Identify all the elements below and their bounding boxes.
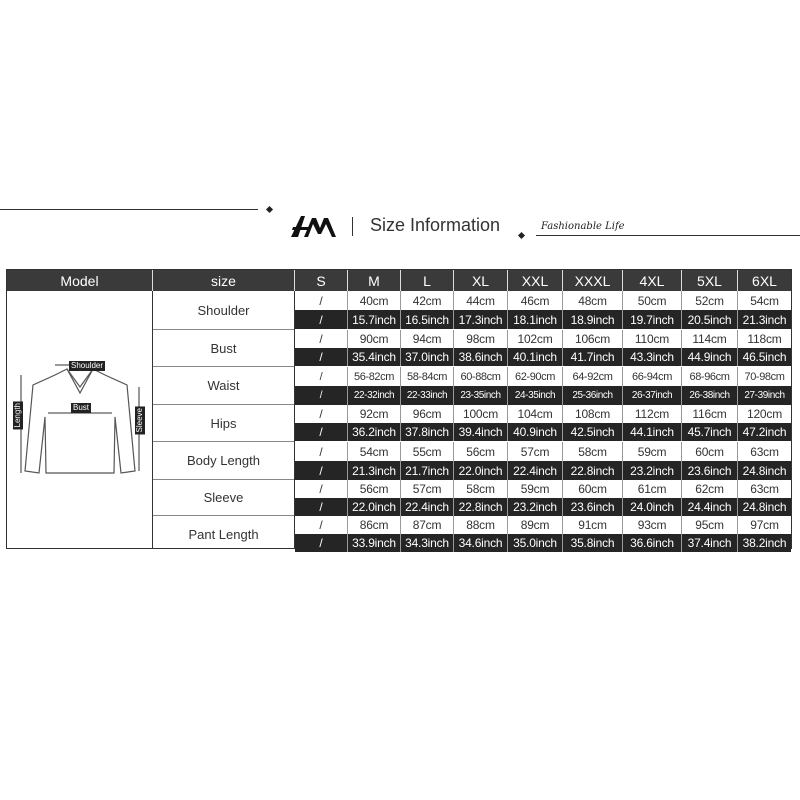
- cm-value-cell: 52cm: [682, 291, 738, 310]
- inch-value-cell: 20.5inch: [682, 310, 738, 329]
- column-header: 5XL: [682, 270, 738, 291]
- inch-value-cell: 22.0inch: [348, 498, 401, 516]
- inch-value-cell: 43.3inch: [623, 348, 682, 366]
- measure-label: Pant Length: [188, 527, 259, 542]
- inch-value-cell: 40.1inch: [508, 348, 563, 366]
- inch-value-cell: 23.6inch: [682, 461, 738, 480]
- cm-value-cell: 94cm: [401, 330, 454, 348]
- inch-value-cell: 16.5inch: [401, 310, 454, 329]
- cm-value-cell: 46cm: [508, 291, 563, 310]
- cm-value-cell: 110cm: [623, 330, 682, 348]
- cm-value-cell: 95cm: [682, 516, 738, 534]
- inch-value-cell: 37.4inch: [682, 534, 738, 552]
- title-separator: [352, 217, 353, 236]
- cm-value-cell: 40cm: [348, 291, 401, 310]
- inch-value-cell: 24-35inch: [508, 386, 563, 405]
- cm-value-cell: 68-96cm: [682, 367, 738, 386]
- cm-value-cell: 91cm: [563, 516, 623, 534]
- measure-label: Waist: [153, 367, 294, 405]
- cm-value-cell: 58-84cm: [401, 367, 454, 386]
- column-header: 4XL: [623, 270, 682, 291]
- column-header: M: [348, 270, 401, 291]
- inch-value-cell: 37.8inch: [401, 423, 454, 441]
- cm-value-cell: 60cm: [682, 442, 738, 461]
- inch-value-cell: 22.4inch: [508, 461, 563, 480]
- measure-label-column: [153, 291, 295, 549]
- bust-tag: Bust: [73, 403, 90, 412]
- cm-value-cell: 88cm: [454, 516, 508, 534]
- table-row: [295, 461, 791, 480]
- inch-value-cell: 21.3inch: [738, 310, 791, 329]
- inch-value-cell: 36.2inch: [348, 423, 401, 441]
- inch-value-cell: 21.7inch: [401, 461, 454, 480]
- inch-value-cell: 23.2inch: [623, 461, 682, 480]
- inch-value-cell: /: [295, 534, 348, 552]
- cm-value-cell: 63cm: [738, 480, 791, 498]
- cm-value-cell: 108cm: [563, 405, 623, 423]
- column-header: XXXL: [563, 270, 623, 291]
- cm-value-cell: 50cm: [623, 291, 682, 310]
- cm-value-cell: /: [295, 516, 348, 534]
- cm-value-cell: 56cm: [348, 480, 401, 498]
- cm-value-cell: 55cm: [401, 442, 454, 461]
- column-header: L: [401, 270, 454, 291]
- table-row: [295, 498, 791, 516]
- sleeve-tag: Sleeve: [135, 408, 144, 433]
- cm-value-cell: 64-92cm: [563, 367, 623, 386]
- cm-value-cell: 87cm: [401, 516, 454, 534]
- inch-value-cell: 23-35inch: [454, 386, 508, 405]
- inch-value-cell: 26-37inch: [623, 386, 682, 405]
- cm-value-cell: /: [295, 405, 348, 423]
- diamond-icon: [266, 206, 273, 213]
- cm-value-cell: 104cm: [508, 405, 563, 423]
- inch-value-cell: 24.0inch: [623, 498, 682, 516]
- cm-value-cell: 92cm: [348, 405, 401, 423]
- column-header: XL: [454, 270, 508, 291]
- cm-value-cell: 98cm: [454, 330, 508, 348]
- inch-value-cell: 36.6inch: [623, 534, 682, 552]
- table-row: [295, 348, 791, 366]
- cm-value-cell: 97cm: [738, 516, 791, 534]
- shirt-diagram-icon: [15, 361, 145, 486]
- table-row: [295, 442, 791, 461]
- slogan: Fashionable Life: [541, 221, 625, 232]
- table-row: [295, 310, 791, 329]
- cm-value-cell: /: [295, 330, 348, 348]
- measure-label: Body Length: [153, 442, 294, 480]
- column-header: S: [295, 270, 348, 291]
- measure-label: Hips: [153, 405, 294, 442]
- cm-value-cell: 106cm: [563, 330, 623, 348]
- header-rule-right: [536, 235, 800, 236]
- measure-label: Sleeve: [153, 480, 294, 516]
- cm-value-cell: 56-82cm: [348, 367, 401, 386]
- table-row: [295, 480, 791, 498]
- inch-value-cell: 24.8inch: [738, 461, 791, 480]
- cm-value-cell: 59cm: [623, 442, 682, 461]
- cm-value-cell: 112cm: [623, 405, 682, 423]
- column-header: 6XL: [738, 270, 791, 291]
- inch-value-cell: /: [295, 386, 348, 405]
- cm-value-cell: 62-90cm: [508, 367, 563, 386]
- cm-value-cell: 58cm: [563, 442, 623, 461]
- cm-value-cell: 66-94cm: [623, 367, 682, 386]
- inch-value-cell: 22.4inch: [401, 498, 454, 516]
- inch-value-cell: 22-33inch: [401, 386, 454, 405]
- inch-value-cell: 22.0inch: [454, 461, 508, 480]
- cm-value-cell: 93cm: [623, 516, 682, 534]
- inch-value-cell: 42.5inch: [563, 423, 623, 441]
- inch-value-cell: 23.2inch: [508, 498, 563, 516]
- inch-value-cell: 22.8inch: [454, 498, 508, 516]
- inch-value-cell: 34.3inch: [401, 534, 454, 552]
- inch-value-cell: 25-36inch: [563, 386, 623, 405]
- cm-value-cell: 54cm: [348, 442, 401, 461]
- inch-value-cell: 19.7inch: [623, 310, 682, 329]
- cm-value-cell: 90cm: [348, 330, 401, 348]
- cm-value-cell: /: [295, 480, 348, 498]
- cm-value-cell: 102cm: [508, 330, 563, 348]
- am-logo-icon: [290, 214, 338, 238]
- inch-value-cell: 21.3inch: [348, 461, 401, 480]
- cm-value-cell: 114cm: [682, 330, 738, 348]
- cm-value-cell: 42cm: [401, 291, 454, 310]
- cm-value-cell: 59cm: [508, 480, 563, 498]
- table-row: [295, 386, 791, 405]
- cm-value-cell: 96cm: [401, 405, 454, 423]
- table-row: [295, 291, 791, 310]
- cm-value-cell: 89cm: [508, 516, 563, 534]
- cm-value-cell: 70-98cm: [738, 367, 791, 386]
- cm-value-cell: 62cm: [682, 480, 738, 498]
- cm-value-cell: /: [295, 291, 348, 310]
- table-row: [295, 423, 791, 441]
- column-header: size: [153, 270, 295, 291]
- cm-value-cell: 61cm: [623, 480, 682, 498]
- inch-value-cell: 44.9inch: [682, 348, 738, 366]
- inch-value-cell: 39.4inch: [454, 423, 508, 441]
- inch-value-cell: 38.2inch: [738, 534, 791, 552]
- cm-value-cell: 57cm: [401, 480, 454, 498]
- inch-value-cell: 23.6inch: [563, 498, 623, 516]
- size-table: [6, 269, 792, 549]
- inch-value-cell: 33.9inch: [348, 534, 401, 552]
- inch-value-cell: /: [295, 310, 348, 329]
- inch-value-cell: 47.2inch: [738, 423, 791, 441]
- table-row: [295, 330, 791, 348]
- inch-value-cell: /: [295, 423, 348, 441]
- table-row: [295, 534, 791, 552]
- inch-value-cell: 24.8inch: [738, 498, 791, 516]
- cm-value-cell: 118cm: [738, 330, 791, 348]
- inch-value-cell: /: [295, 348, 348, 366]
- cm-value-cell: 116cm: [682, 405, 738, 423]
- inch-value-cell: 27-39inch: [738, 386, 791, 405]
- inch-value-cell: 37.0inch: [401, 348, 454, 366]
- column-header: XXL: [508, 270, 563, 291]
- inch-value-cell: 35.8inch: [563, 534, 623, 552]
- header-rule-left: [0, 209, 258, 210]
- inch-value-cell: 35.4inch: [348, 348, 401, 366]
- table-row: [295, 367, 791, 386]
- table-row: [295, 405, 791, 423]
- inch-value-cell: 35.0inch: [508, 534, 563, 552]
- inch-value-cell: 22.8inch: [563, 461, 623, 480]
- page-title: Size Information: [370, 215, 501, 235]
- cm-value-cell: /: [295, 367, 348, 386]
- cm-value-cell: 86cm: [348, 516, 401, 534]
- inch-value-cell: 17.3inch: [454, 310, 508, 329]
- measure-label: Bust: [153, 330, 294, 367]
- table-row: [295, 516, 791, 534]
- diamond-icon: [518, 232, 525, 239]
- length-tag: Length: [13, 403, 22, 428]
- cm-value-cell: 100cm: [454, 405, 508, 423]
- column-header: Model: [7, 270, 153, 291]
- inch-value-cell: 46.5inch: [738, 348, 791, 366]
- cm-value-cell: 54cm: [738, 291, 791, 310]
- cm-value-cell: 57cm: [508, 442, 563, 461]
- inch-value-cell: 34.6inch: [454, 534, 508, 552]
- inch-value-cell: 41.7inch: [563, 348, 623, 366]
- cm-value-cell: 48cm: [563, 291, 623, 310]
- inch-value-cell: /: [295, 461, 348, 480]
- inch-value-cell: 15.7inch: [348, 310, 401, 329]
- inch-value-cell: 18.9inch: [563, 310, 623, 329]
- cm-value-cell: 58cm: [454, 480, 508, 498]
- inch-value-cell: 40.9inch: [508, 423, 563, 441]
- measure-label: Shoulder: [153, 291, 294, 330]
- inch-value-cell: 44.1inch: [623, 423, 682, 441]
- cm-value-cell: 63cm: [738, 442, 791, 461]
- cm-value-cell: 60cm: [563, 480, 623, 498]
- inch-value-cell: 38.6inch: [454, 348, 508, 366]
- cm-value-cell: 44cm: [454, 291, 508, 310]
- inch-value-cell: 24.4inch: [682, 498, 738, 516]
- inch-value-cell: 18.1inch: [508, 310, 563, 329]
- cm-value-cell: /: [295, 442, 348, 461]
- inch-value-cell: 26-38inch: [682, 386, 738, 405]
- inch-value-cell: 45.7inch: [682, 423, 738, 441]
- cm-value-cell: 60-88cm: [454, 367, 508, 386]
- inch-value-cell: 22-32inch: [348, 386, 401, 405]
- model-diagram-cell: [7, 291, 153, 549]
- cm-value-cell: 120cm: [738, 405, 791, 423]
- inch-value-cell: /: [295, 498, 348, 516]
- shoulder-tag: Shoulder: [71, 361, 104, 370]
- cm-value-cell: 56cm: [454, 442, 508, 461]
